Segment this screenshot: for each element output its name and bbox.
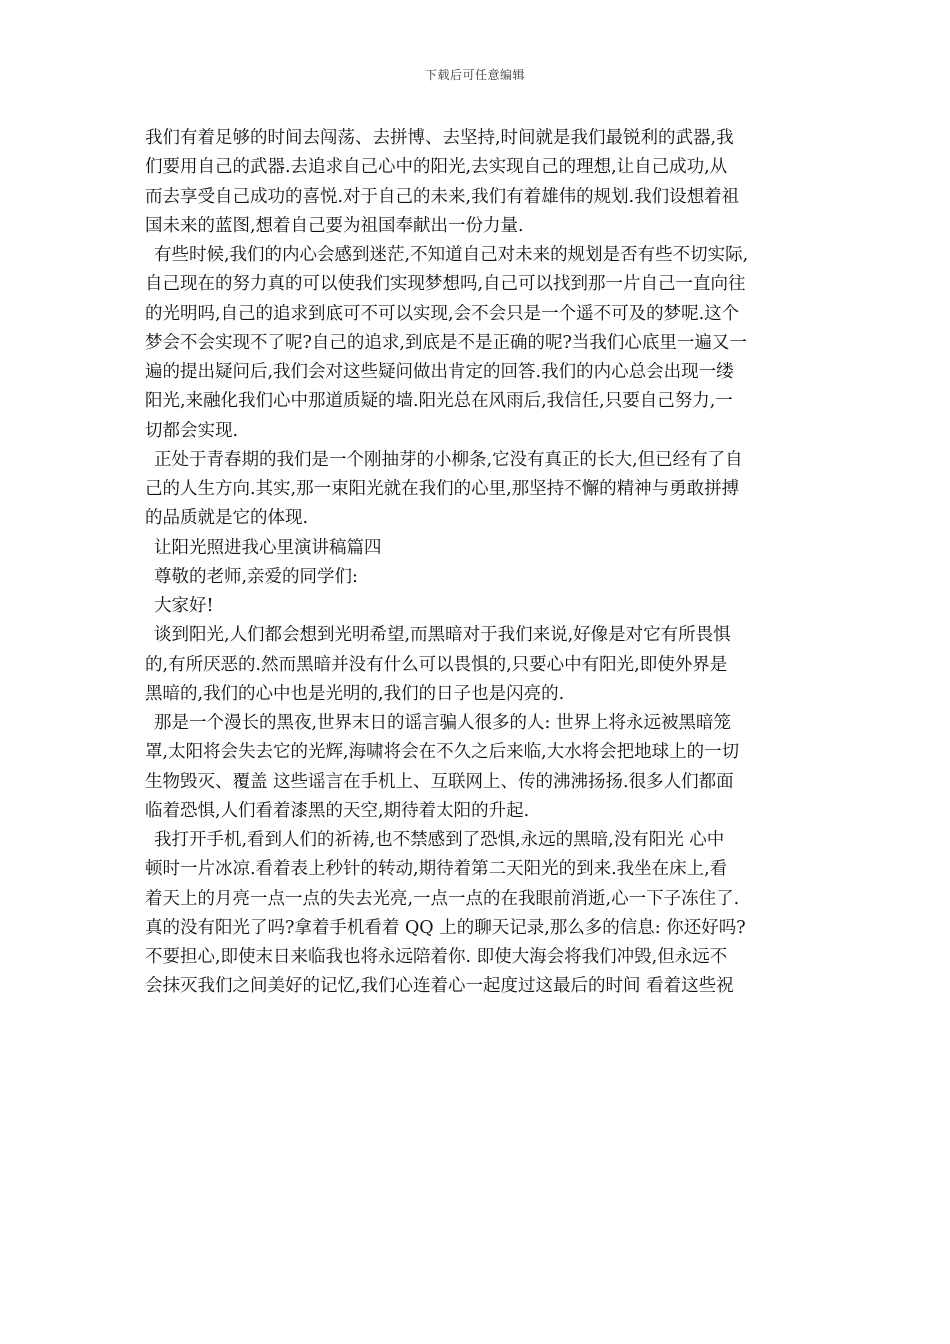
text-line: 们要用自己的武器.去追求自己心中的阳光,去实现自己的理想,让自己成功,从 xyxy=(145,157,728,178)
text-line: 遍的提出疑问后,我们会对这些疑问做出肯定的回答.我们的内心总会出现一缕 xyxy=(145,362,734,382)
text-line: 不要担心,即使末日来临我也将永远陪着你. 即使大海会将我们冲毁,但永远不 xyxy=(145,947,728,967)
text-line: 正处于青春期的我们是一个刚抽芽的小柳条,它没有真正的长大,但已经有了自 xyxy=(154,449,743,470)
text-line: 黑暗的,我们的心中也是光明的,我们的日子也是闪亮的. xyxy=(145,683,565,704)
text-line: 我打开手机,看到人们的祈祷,也不禁感到了恐惧,永远的黑暗,没有阳光 心中 xyxy=(154,830,725,850)
text-line: 顿时一片冰凉.看着表上秒针的转动,期待着第二天阳光的到来.我坐在床上,看 xyxy=(145,859,728,880)
text-line: 的光明吗,自己的追求到底可不可以实现,会不会只是一个遥不可及的梦呢.这个 xyxy=(145,303,740,324)
text-line: 生物毁灭、覆盖 这些谣言在手机上、互联网上、传的沸沸扬扬.很多人们都面 xyxy=(145,771,734,792)
text-line: 真的没有阳光了吗?拿着手机看着 QQ 上的聊天记录,那么多的信息: 你还好吗? xyxy=(145,917,746,938)
text-line: 谈到阳光,人们都会想到光明希望,而黑暗对于我们来说,好像是对它有所畏惧 xyxy=(154,625,731,646)
text-line: 自己现在的努力真的可以使我们实现梦想吗,自己可以找到那一片自己一直向往 xyxy=(145,274,746,295)
text-line: 梦会不会实现不了呢?自己的追求,到底是不是正确的呢?当我们心底里一遍又一 xyxy=(145,332,747,353)
text-line: 尊敬的老师,亲爱的同学们: xyxy=(154,566,358,587)
text-line: 我们有着足够的时间去闯荡、去拼博、去坚持,时间就是我们最锐利的武器,我 xyxy=(145,128,734,148)
text-line: 而去享受自己成功的喜悦.对于自己的未来,我们有着雄伟的规划.我们设想着祖 xyxy=(145,186,740,207)
text-line: 大家好! xyxy=(154,596,214,616)
text-line: 国未来的蓝图,想着自己要为祖国奉献出一份力量. xyxy=(145,215,524,236)
text-line: 临着恐惧,人们看着漆黑的天空,期待着太阳的升起. xyxy=(145,800,530,821)
text-line: 切都会实现. xyxy=(145,420,239,441)
section-heading: 让阳光照进我心里演讲稿篇四 xyxy=(154,537,382,558)
text-line: 着天上的月亮一点一点的失去光亮,一点一点的在我眼前消逝,心一下子冻住了. xyxy=(145,888,740,909)
text-line: 罩,太阳将会失去它的光辉,海啸将会在不久之后来临,大水将会把地球上的一切 xyxy=(145,742,740,763)
body-text xyxy=(145,124,815,1002)
page-header: 下载后可任意编辑 xyxy=(424,68,525,82)
text-line: 有些时候,我们的内心会感到迷茫,不知道自己对未来的规划是否有些不切实际, xyxy=(154,245,749,265)
text-line: 那是一个漫长的黑夜,世界末日的谣言骗人很多的人: 世界上将永远被黑暗笼 xyxy=(154,713,732,733)
text-line: 的品质就是它的体现. xyxy=(145,508,309,529)
text-line: 的,有所厌恶的.然而黑暗并没有什么可以畏惧的,只要心中有阳光,即使外界是 xyxy=(145,654,728,675)
text-line: 会抹灭我们之间美好的记忆,我们心连着心一起度过这最后的时间 看着这些祝 xyxy=(145,976,734,997)
text-line: 己的人生方向.其实,那一束阳光就在我们的心里,那坚持不懈的精神与勇敢拼搏 xyxy=(145,479,740,499)
text-line: 阳光,来融化我们心中那道质疑的墙.阳光总在风雨后,我信任,只要自己努力,一 xyxy=(145,391,733,412)
